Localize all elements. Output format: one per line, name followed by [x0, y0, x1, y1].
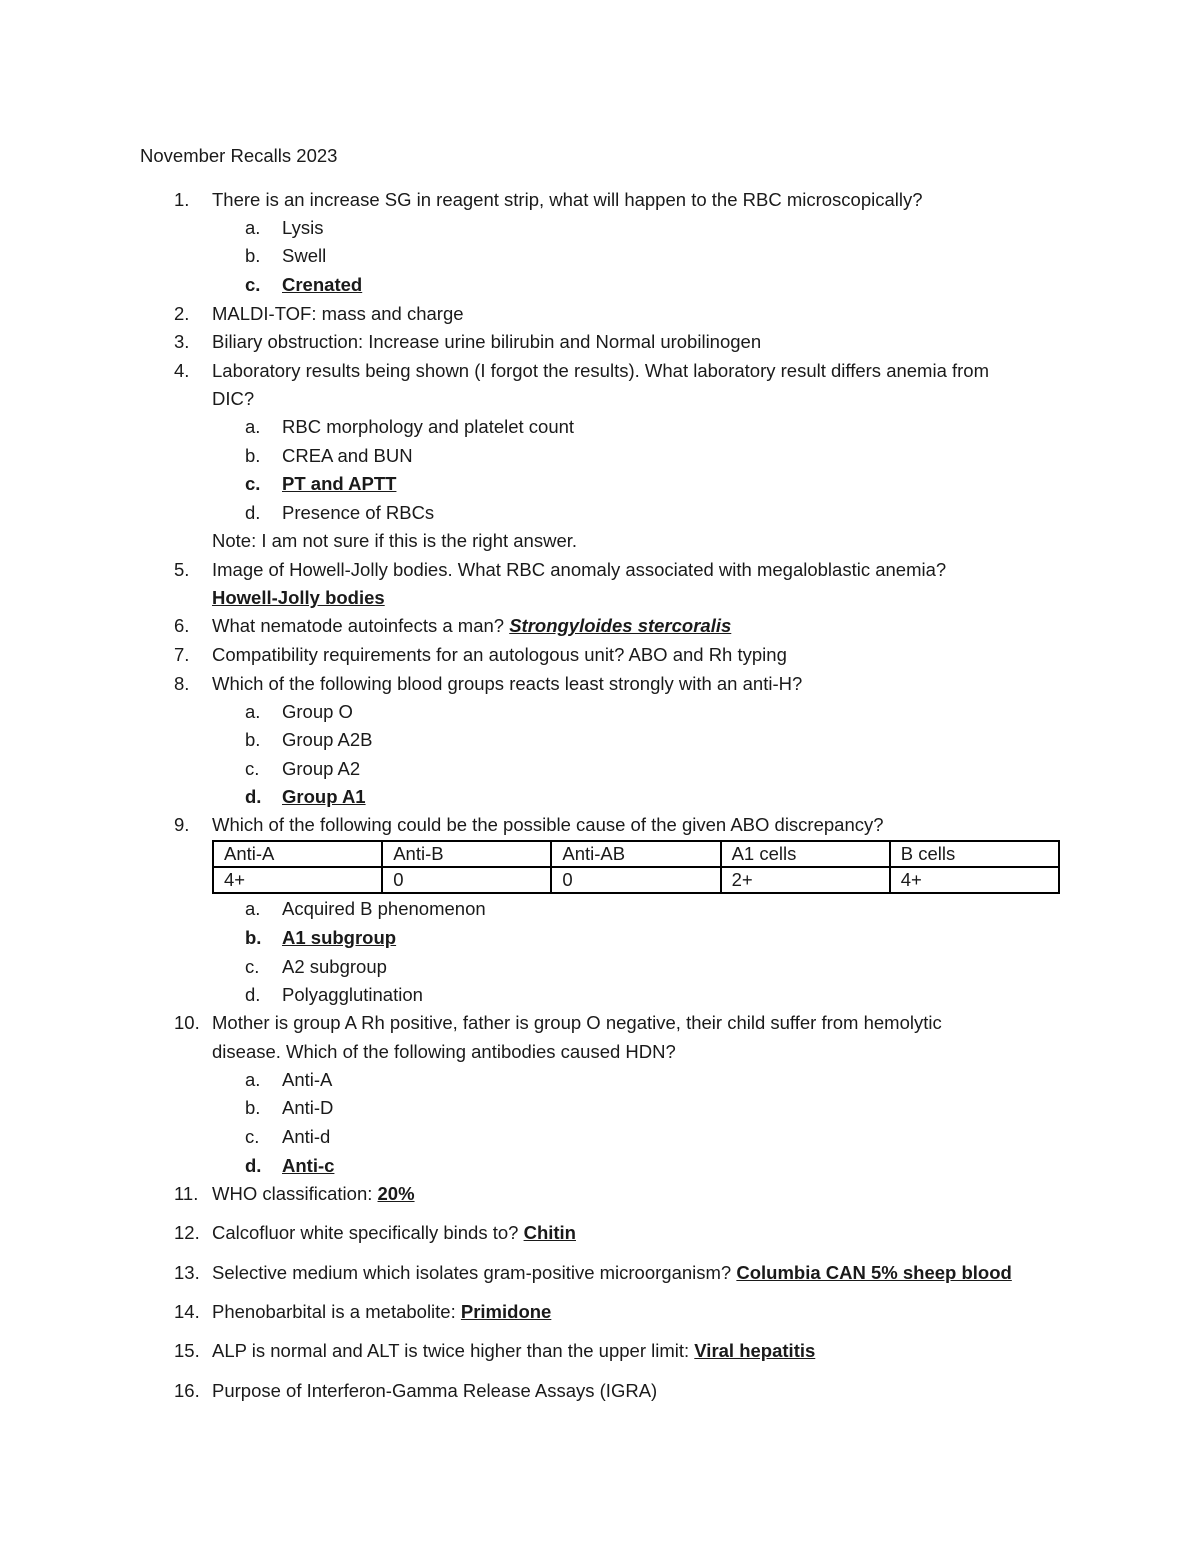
abo-discrepancy-table [212, 840, 1060, 894]
question-number: 2. [174, 303, 190, 324]
option-text: Polyagglutination [282, 984, 423, 1005]
option-letter: b. [245, 445, 261, 466]
correct-answer: PT and APTT [282, 473, 397, 494]
question-text: What nematode autoinfects a man? [212, 615, 510, 636]
question-number: 3. [174, 331, 190, 352]
question-number: 9. [174, 814, 190, 835]
option-text: Group O [282, 701, 353, 722]
question-line [212, 1301, 551, 1323]
note-text: Note: I am not sure if this is the right answer. [212, 530, 578, 551]
option-text: RBC morphology and platelet count [282, 416, 575, 437]
question-number: 16. [174, 1380, 200, 1401]
question-text: MALDI-TOF: mass and charge [212, 303, 464, 324]
table-header-cell: Anti-B [382, 841, 551, 867]
option-letter: b. [245, 927, 262, 948]
option-letter: b. [245, 729, 261, 750]
table-header-cell: Anti-AB [551, 841, 720, 867]
option-letter: d. [245, 502, 261, 523]
correct-answer: Anti-c [282, 1155, 335, 1176]
question-text: Biliary obstruction: Increase urine bilirubin and Normal urobilinogen [212, 331, 762, 352]
table-cell: 0 [382, 867, 551, 893]
question-line [212, 1340, 815, 1362]
question-text: Compatibility requirements for an autologous unit? ABO and Rh typing [212, 644, 787, 665]
question-text: There is an increase SG in reagent strip, what will happen to the RBC microscopically? [212, 189, 923, 210]
question-text: Which of the following blood groups reacts least strongly with an anti-H? [212, 673, 803, 694]
correct-answer: Strongyloides stercoralis [509, 615, 732, 636]
question-text: WHO classification: [212, 1183, 378, 1204]
table-cell: 4+ [213, 867, 382, 893]
option-letter: c. [245, 956, 260, 977]
option-letter: b. [245, 1097, 261, 1118]
option-text: Swell [282, 245, 327, 266]
option-text: Anti-A [282, 1069, 333, 1090]
table-cell: 0 [551, 867, 720, 893]
question-number: 12. [174, 1222, 200, 1243]
option-text: Group A2B [282, 729, 373, 750]
question-text: Calcofluor white specifically binds to? [212, 1222, 524, 1243]
correct-answer: Columbia CAN 5% sheep blood [736, 1262, 1012, 1283]
correct-answer: Viral hepatitis [694, 1340, 816, 1361]
question-text-continued: DIC? [212, 388, 255, 409]
question-number: 4. [174, 360, 190, 381]
table-header-row [213, 841, 1059, 867]
question-number: 6. [174, 615, 190, 636]
question-line [212, 1262, 1012, 1284]
question-number: 5. [174, 559, 190, 580]
question-text: Mother is group A Rh positive, father is group O negative, their child suffer from hemolytic [212, 1012, 942, 1033]
question-number: 15. [174, 1340, 200, 1361]
table-row [213, 867, 1059, 893]
question-number: 11. [174, 1183, 199, 1204]
question-number: 7. [174, 644, 190, 665]
correct-answer: Group A1 [282, 786, 366, 807]
option-text: Group A2 [282, 758, 361, 779]
option-letter: c. [245, 473, 261, 494]
question-text-continued: disease. Which of the following antibodies caused HDN? [212, 1041, 676, 1062]
question-line [212, 1183, 415, 1205]
option-letter: c. [245, 758, 260, 779]
question-text: Purpose of Interferon-Gamma Release Assays (IGRA) [212, 1380, 658, 1401]
question-text: Which of the following could be the possible cause of the given ABO discrepancy? [212, 814, 884, 835]
question-text: ALP is normal and ALT is twice higher than the upper limit: [212, 1340, 695, 1361]
question-number: 13. [174, 1262, 200, 1283]
question-number: 14. [174, 1301, 200, 1322]
question-line [212, 1222, 576, 1244]
question-number: 10. [174, 1012, 200, 1033]
question-text: Selective medium which isolates gram-positive microorganism? [212, 1262, 737, 1283]
question-number: 8. [174, 673, 190, 694]
option-text: Anti-d [282, 1126, 331, 1147]
option-letter: c. [245, 1126, 260, 1147]
option-text: Anti-D [282, 1097, 334, 1118]
option-letter: d. [245, 786, 262, 807]
correct-answer: Chitin [523, 1222, 576, 1243]
table-cell: 4+ [890, 867, 1059, 893]
option-text: CREA and BUN [282, 445, 413, 466]
correct-answer: 20% [377, 1183, 415, 1204]
option-letter: a. [245, 416, 261, 437]
correct-answer: A1 subgroup [282, 927, 397, 948]
table-header-cell: Anti-A [213, 841, 382, 867]
option-text: Acquired B phenomenon [282, 898, 486, 919]
option-text: Presence of RBCs [282, 502, 435, 523]
option-text: Lysis [282, 217, 324, 238]
option-letter: a. [245, 701, 261, 722]
correct-answer: Crenated [282, 274, 363, 295]
option-letter: a. [245, 898, 261, 919]
option-letter: d. [245, 984, 261, 1005]
question-number: 1. [174, 189, 190, 210]
correct-answer: Primidone [460, 1301, 552, 1322]
question-text: Image of Howell-Jolly bodies. What RBC anomaly associated with megaloblastic anemia? [212, 559, 947, 580]
table-cell: 2+ [721, 867, 890, 893]
option-letter: b. [245, 245, 261, 266]
option-letter: a. [245, 217, 261, 238]
option-letter: a. [245, 1069, 261, 1090]
question-text: Phenobarbital is a metabolite: [212, 1301, 461, 1322]
option-letter: c. [245, 274, 261, 295]
question-text: Laboratory results being shown (I forgot the results). What laboratory result differs anemia from [212, 360, 990, 381]
page-title: November Recalls 2023 [140, 145, 338, 166]
table-header-cell: A1 cells [721, 841, 890, 867]
correct-answer: Howell-Jolly bodies [212, 587, 385, 608]
option-letter: d. [245, 1155, 262, 1176]
question-line [212, 615, 731, 637]
option-text: A2 subgroup [282, 956, 387, 977]
table-header-cell: B cells [890, 841, 1059, 867]
